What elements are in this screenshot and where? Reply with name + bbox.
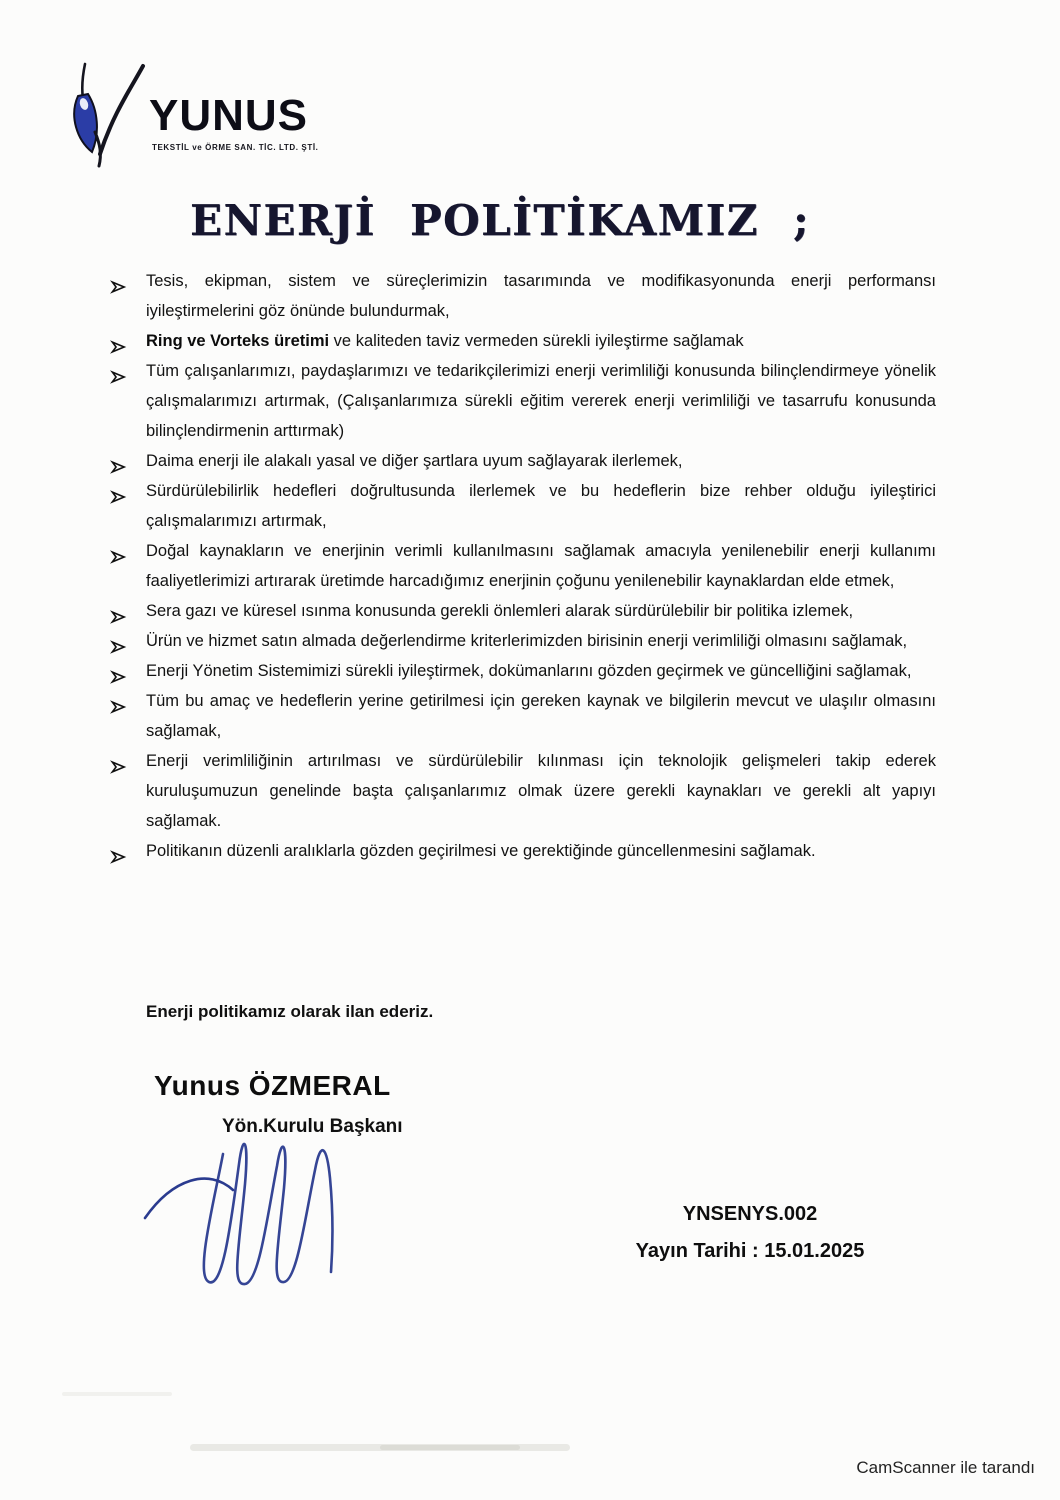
arrow-bullet-icon (110, 274, 127, 304)
arrow-bullet-icon (110, 484, 127, 514)
policy-item (108, 746, 936, 836)
signer-name: Yunus ÖZMERAL (154, 1070, 391, 1101)
policy-item (108, 686, 936, 746)
doc-issue-date: Yayın Tarihi : 15.01.2025 (635, 1240, 865, 1262)
handwritten-signature (135, 1126, 385, 1298)
policy-item (108, 596, 936, 626)
policy-item-text: Enerji verimliliğinin artırılması ve sürdürülebilir kılınması için teknolojik gelişmeleri takip ederek kuruluşumuzun genelinde başta çalışanlarımız olmak üzere gerekli kaynakları ve gerekli alt yapıyı sağlamak. (146, 752, 936, 830)
policy-item (108, 266, 936, 326)
policy-item-text: Ürün ve hizmet satın almada değerlendirme kriterlerimizden birisinin enerji verimliliği olmasını sağlamak, (146, 632, 908, 650)
arrow-bullet-icon (110, 544, 127, 574)
policy-item (108, 326, 936, 356)
policy-item-text: Sürdürülebilirlik hedefleri doğrultusunda ilerlemek ve bu hedeflerin bize rehber olduğu iyileştirici çalışmalarımızı artırmak, (146, 482, 936, 530)
policy-item-text: Tüm çalışanlarımızı, paydaşlarımızı ve tedarikçilerimizi enerji verimliliği konusunda bilinçlendirmeye yönelik çalışmalarımızı artırmak, (Çalışanlarımıza sürekli eğitim vererek enerji verimliliği ve tasarrufu konusunda bilinçlendirmenin arttırmak) (146, 362, 936, 440)
policy-item-text: Doğal kaynakların ve enerjinin verimli kullanılmasını sağlamak amacıyla yenilenebilir enerji kullanımı faaliyetlerimizi artırarak üretimde harcadığımız enerjinin çoğunu yenilenebilir kaynaklardan elde etmek, (146, 542, 936, 590)
logo-tagline-text: TEKSTİL ve ÖRME SAN. TİC. LTD. ŞTİ. (152, 143, 319, 152)
policy-item (108, 656, 936, 686)
company-logo (55, 60, 385, 172)
closing-statement: Enerji politikamız olarak ilan ederiz. (146, 1002, 434, 1021)
logo-brand-text: YUNUS (149, 91, 309, 140)
policy-item-text: Tesis, ekipman, sistem ve süreçlerimizin tasarımında ve modifikasyonunda enerji performansı iyileştirmelerini göz önünde bulundurmak, (146, 272, 936, 320)
policy-item-text: Sera gazı ve küresel ısınma konusunda gerekli önlemleri alarak sürdürülebilir bir politika izlemek, (146, 602, 854, 620)
arrow-bullet-icon (110, 754, 127, 784)
signer-role: Yön.Kurulu Başkanı (222, 1116, 403, 1137)
camscanner-watermark: CamScanner ile tarandı (856, 1458, 1035, 1477)
scan-artifact (380, 1445, 520, 1450)
policy-item (108, 626, 936, 656)
policy-item (108, 536, 936, 596)
arrow-bullet-icon (110, 844, 127, 874)
scan-artifact (62, 1392, 172, 1396)
policy-list (108, 266, 936, 866)
doc-code: YNSENYS.002 (682, 1203, 818, 1225)
policy-item-text: Ring ve Vorteks üretimi ve kaliteden taviz vermeden sürekli iyileştirme sağlamak (146, 332, 744, 350)
policy-item-text: Tüm bu amaç ve hedeflerin yerine getirilmesi için gereken kaynak ve bilgilerin mevcut ve ulaşılır olmasını sağlamak, (146, 692, 936, 740)
doc-meta-block (600, 1196, 900, 1270)
policy-item (108, 356, 936, 446)
policy-item-text: Politikanın düzenli aralıklarla gözden geçirilmesi ve gerektiğinde güncellenmesini sağlamak. (146, 842, 816, 860)
arrow-bullet-icon (110, 364, 127, 394)
arrow-bullet-icon (110, 694, 127, 724)
policy-item (108, 836, 936, 866)
policy-item-text: Enerji Yönetim Sistemimizi sürekli iyileştirmek, dokümanlarını gözden geçirmek ve güncelliğini sağlamak, (146, 662, 912, 680)
page-title: ENERJİ POLİTİKAMIZ ; (189, 196, 811, 245)
yunus-fish-logo-icon (55, 60, 151, 172)
policy-item (108, 446, 936, 476)
policy-item (108, 476, 936, 536)
policy-item-text: Daima enerji ile alakalı yasal ve diğer şartlara uyum sağlayarak ilerlemek, (146, 452, 683, 470)
